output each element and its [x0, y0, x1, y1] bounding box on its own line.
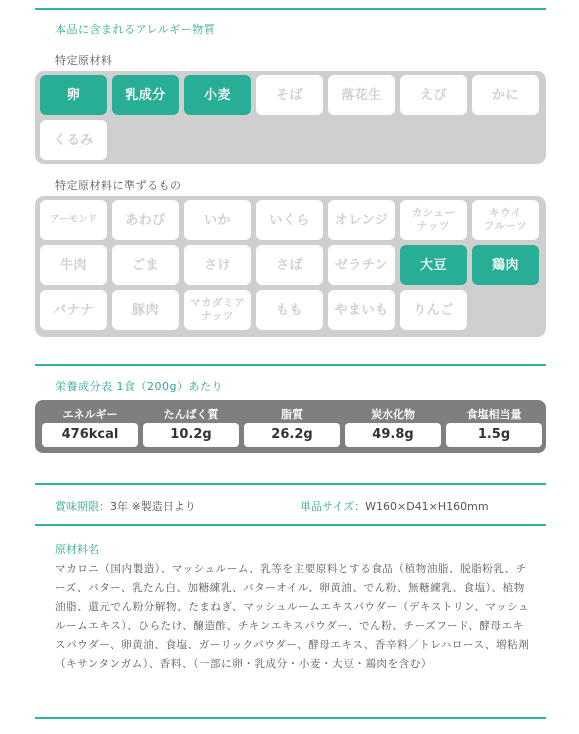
bottom-divider [35, 717, 546, 719]
allergen-tile: 牛肉 [40, 245, 107, 285]
allergen-section-title: 本品に含まれるアレルギー物質 [55, 23, 216, 36]
shelf-life-label: 賞味期限： [55, 500, 110, 513]
allergen-tile: 小麦 [184, 75, 251, 115]
allergen-tile: りんご [400, 290, 467, 330]
nutrition-label: 炭水化物 [371, 408, 415, 421]
package-size-value: W160×D41×H160mm [365, 500, 489, 513]
info-divider-top [35, 483, 546, 485]
allergen-tile: アーモンド [40, 200, 107, 240]
allergen-tile: 乳成分 [112, 75, 179, 115]
nutrition-title: 栄養成分表 1食（200g）あたり [55, 380, 223, 393]
nutrition-label: エネルギー [62, 408, 118, 421]
allergen-tile: 鶏肉 [472, 245, 539, 285]
nutrition-value: 26.2g [244, 423, 340, 447]
allergen-tile: あわび [112, 200, 179, 240]
allergen-tile: かに [472, 75, 539, 115]
nutrition-label: 脂質 [281, 408, 303, 421]
allergen-tile: 豚肉 [112, 290, 179, 330]
allergen-tile: くるみ [40, 120, 107, 160]
nutrition-item [444, 400, 544, 453]
shelf-life [55, 498, 196, 514]
allergen-tile: キウイ フルーツ [472, 200, 539, 240]
allergen-tile: ごま [112, 245, 179, 285]
nutrition-divider [35, 364, 546, 366]
allergen-tile: さけ [184, 245, 251, 285]
quasi-allergens-title: 特定原材料に準ずるもの [55, 179, 182, 192]
nutrition-item [343, 400, 443, 453]
allergen-tile: ゼラチン [328, 245, 395, 285]
allergen-tile: そば [256, 75, 323, 115]
allergen-tile: 卵 [40, 75, 107, 115]
nutrition-panel [35, 400, 546, 453]
allergen-tile: バナナ [40, 290, 107, 330]
allergen-tile: オレンジ [328, 200, 395, 240]
nutrition-value: 476kcal [42, 423, 138, 447]
nutrition-value: 49.8g [345, 423, 441, 447]
quasi-allergens-panel [35, 196, 546, 337]
top-divider [35, 8, 546, 10]
allergen-tile: いか [184, 200, 251, 240]
specific-allergens-panel [35, 71, 546, 164]
nutrition-item [141, 400, 241, 453]
allergen-tile: マカダミア ナッツ [184, 290, 251, 330]
allergen-tile: えび [400, 75, 467, 115]
allergen-tile: やまいも [328, 290, 395, 330]
nutrition-label: 食塩相当量 [466, 408, 522, 421]
specific-allergens-title: 特定原材料 [55, 54, 113, 67]
ingredients-title: 原材料名 [55, 543, 99, 556]
allergen-tile: いくら [256, 200, 323, 240]
package-size [300, 498, 489, 514]
allergen-tile: もも [256, 290, 323, 330]
nutrition-item [40, 400, 140, 453]
allergen-tile: 大豆 [400, 245, 467, 285]
nutrition-value: 1.5g [446, 423, 542, 447]
info-divider-bottom [35, 524, 546, 526]
shelf-life-value: 3年 ※製造日より [110, 500, 196, 513]
nutrition-label: たんぱく質 [163, 408, 219, 421]
ingredients-text: マカロニ（国内製造）、マッシュルーム、乳等を主要原料とする食品（植物油脂、脱脂粉乳、チーズ、バター、乳たん白、加糖練乳、バターオイル、卵黄油、でん粉、無糖練乳、食塩）、植物油脂、還元でん粉分解物、たまねぎ、マッシュルームエキスパウダー（デキストリン、マッシュルームエキス）、ひらたけ、醸造酢、チキンエキスパウダー、でん粉、チーズフード、酵母エキスパウダー、卵黄油、食塩、ガーリックパウダー、酵母エキス、香辛料／トレハロース、増粘剤（キサンタンガム）、香料、（一部に卵・乳成分・小麦・大豆・鶏肉を含む） [55, 563, 530, 670]
allergen-tile: 落花生 [328, 75, 395, 115]
nutrition-item [242, 400, 342, 453]
allergen-tile: さば [256, 245, 323, 285]
nutrition-value: 10.2g [143, 423, 239, 447]
allergen-tile: カシュー ナッツ [400, 200, 467, 240]
package-size-label: 単品サイズ： [300, 500, 366, 513]
